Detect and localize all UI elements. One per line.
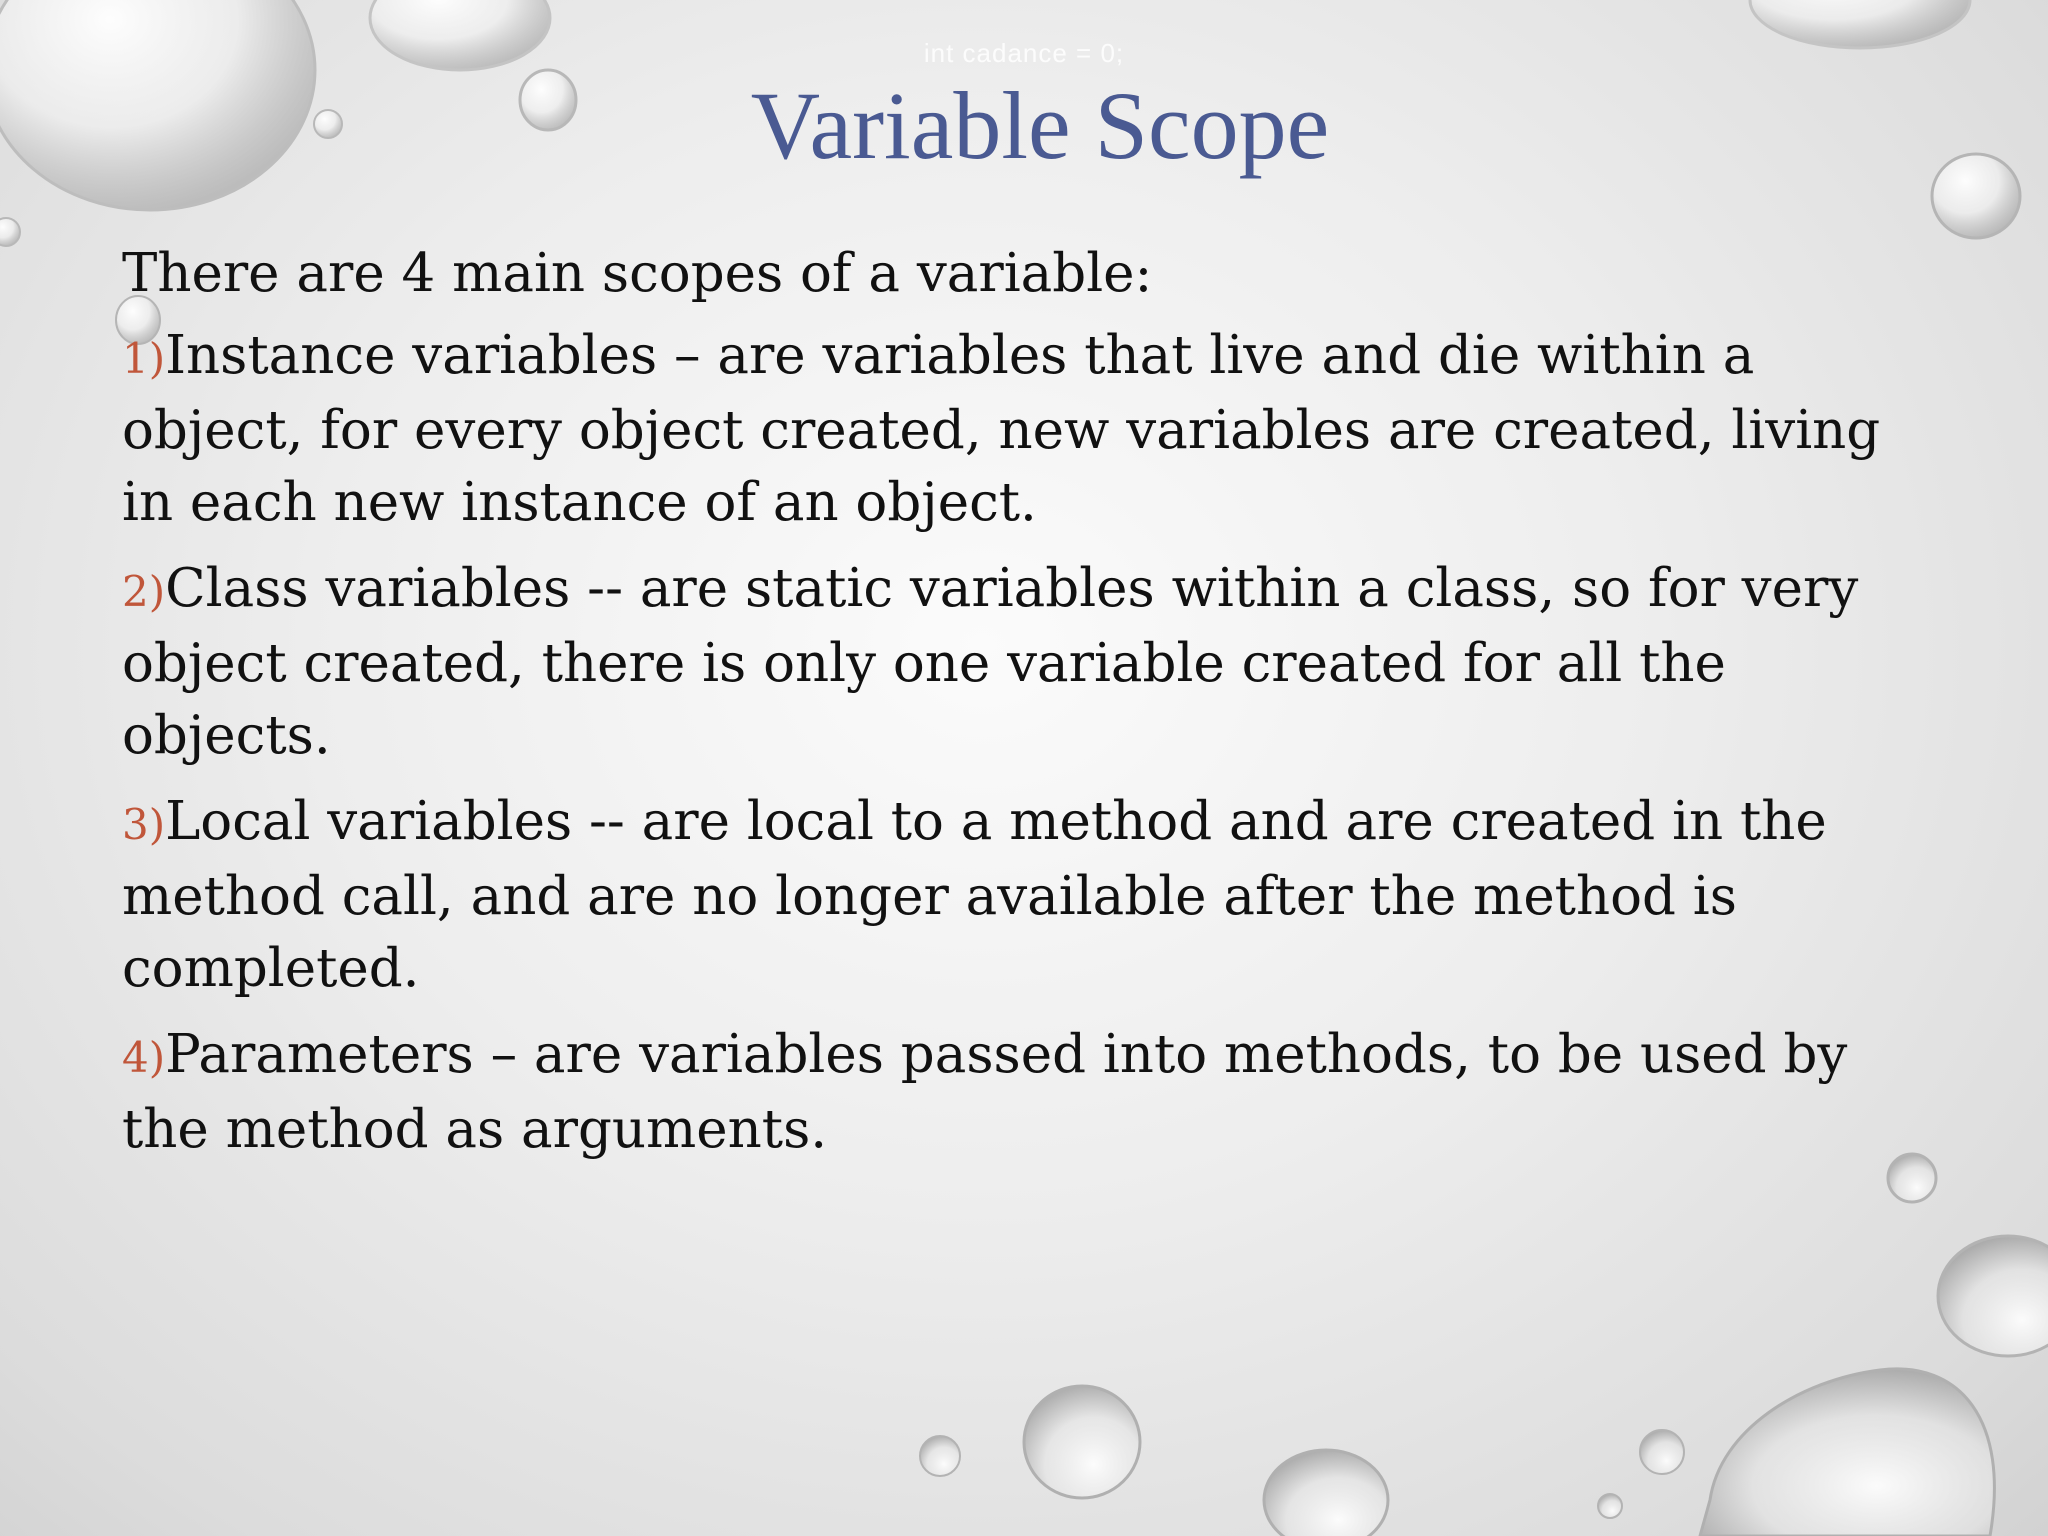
drop-shape	[1640, 1430, 1684, 1474]
drop-shape	[1598, 1494, 1622, 1518]
watermark-text: int cadance = 0;	[923, 38, 1125, 68]
intro-text: There are 4 main scopes of a variable:	[122, 243, 1153, 304]
list-item	[122, 553, 1922, 772]
item-text: Local variables -- are local to a method and are created in the method call, and are no longer available after the method is completed.	[122, 791, 1827, 999]
item-number: 4)	[122, 1033, 166, 1082]
drop-shape	[1700, 1369, 1994, 1536]
item-text: Class variables -- are static variables within a class, so for very object created, there is only one variable created for all the objects.	[122, 558, 1859, 766]
item-number: 1)	[122, 334, 166, 383]
list-item	[122, 786, 1922, 1005]
item-text: Instance variables – are variables that live and die within a object, for every object created, new variables are created, living in each new instance of an object.	[122, 325, 1881, 533]
drop-shape	[1938, 1236, 2048, 1356]
list-item	[122, 320, 1922, 539]
slide-body	[122, 238, 1922, 1180]
list-item	[122, 1019, 1922, 1166]
drop-shape	[920, 1436, 960, 1476]
item-number: 3)	[122, 800, 166, 849]
slide-title: Variable Scope	[750, 72, 1330, 179]
item-number: 2)	[122, 567, 166, 616]
drop-shape	[0, 218, 20, 246]
drop-shape	[1024, 1386, 1140, 1498]
item-text: Parameters – are variables passed into methods, to be used by the method as arguments.	[122, 1024, 1848, 1160]
drop-shape	[1264, 1450, 1388, 1536]
